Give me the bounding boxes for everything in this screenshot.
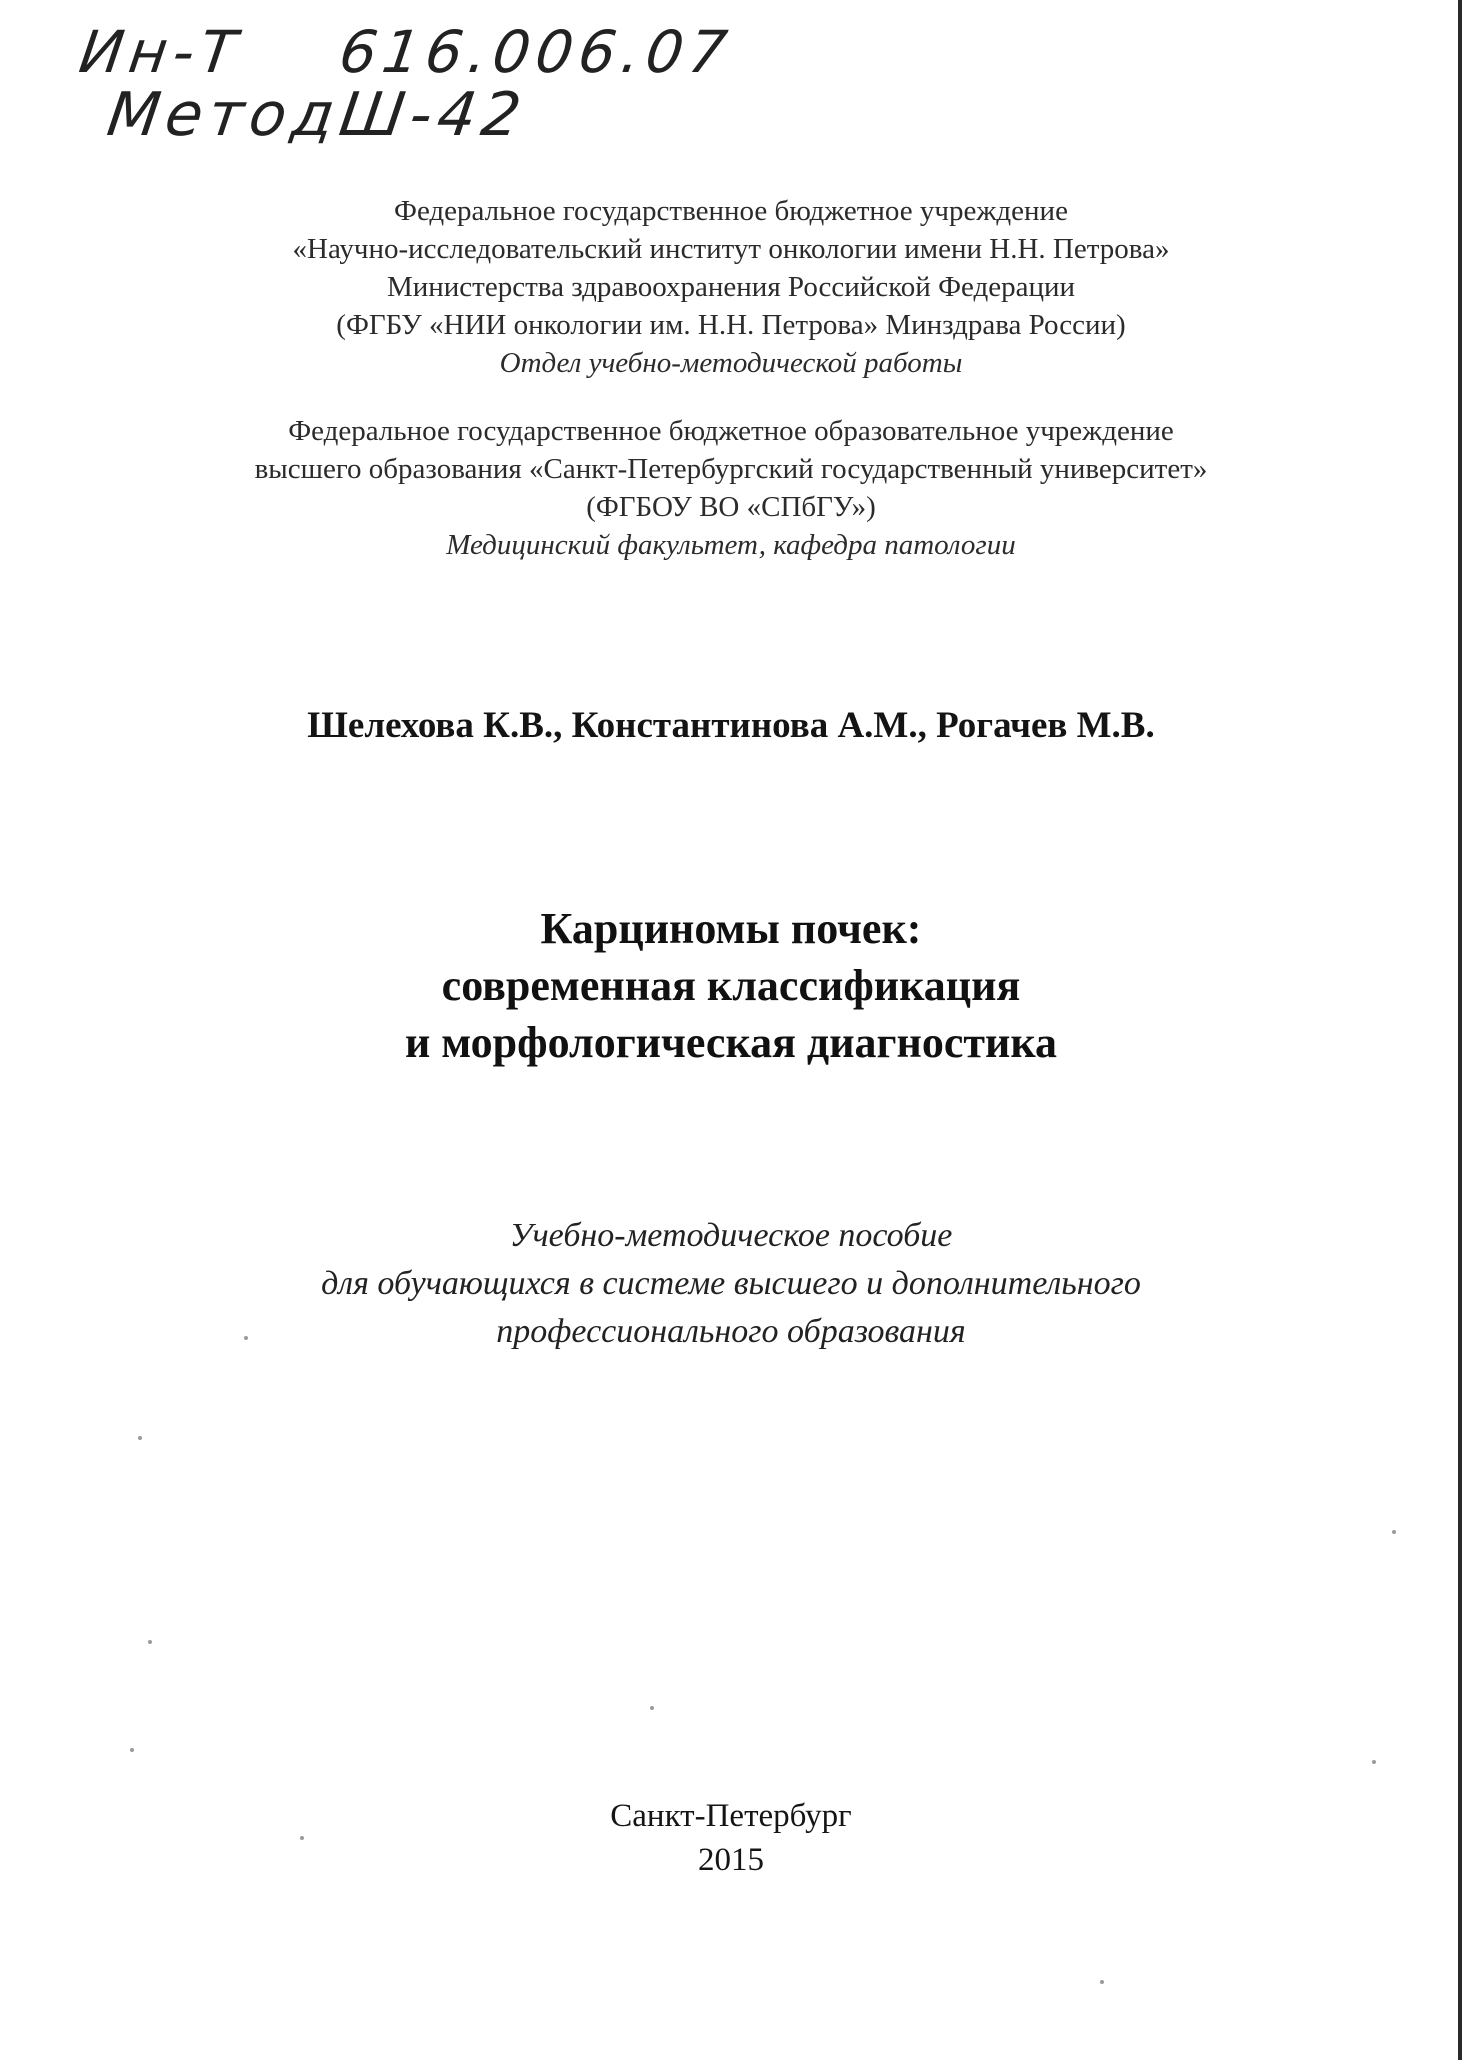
institution-line: (ФГБОУ ВО «СПбГУ») — [586, 491, 876, 523]
scan-speck — [244, 1336, 248, 1340]
scan-speck — [1392, 1530, 1396, 1534]
authors: Шелехова К.В., Константинова А.М., Рогачев М.В. — [307, 705, 1155, 746]
scan-speck — [300, 1836, 304, 1840]
scan-speck — [130, 1748, 134, 1752]
handwritten-note: Метод — [103, 80, 345, 150]
institution-block-2 — [0, 412, 1462, 564]
scan-speck — [138, 1436, 142, 1440]
subtitle-line: Учебно-методическое пособие — [509, 1217, 953, 1254]
handwritten-note: Ин-Т — [75, 18, 247, 86]
book-subtitle — [0, 1212, 1462, 1356]
subtitle-line: профессионального образования — [496, 1313, 966, 1350]
handwritten-note: 616.006.07 — [335, 18, 737, 86]
imprint-city: Санкт-Петербург — [610, 1798, 852, 1834]
title-line: и морфологическая диагностика — [404, 1018, 1058, 1067]
scan-speck — [1100, 1980, 1104, 1984]
title-line: Карциномы почек: — [540, 904, 922, 953]
department-line: Медицинский факультет, кафедра патологии — [446, 529, 1016, 561]
book-title — [0, 900, 1462, 1071]
institution-line: Федеральное государственное бюджетное образовательное учреждение — [288, 415, 1174, 447]
scan-speck — [1372, 1760, 1376, 1764]
institution-line: Федеральное государственное бюджетное учреждение — [394, 195, 1068, 227]
scan-speck — [650, 1706, 654, 1710]
title-line: современная классификация — [441, 961, 1021, 1010]
department-line: Отдел учебно-методической работы — [499, 347, 963, 379]
institution-line: (ФГБУ «НИИ онкологии им. Н.Н. Петрова» Минздрава России) — [336, 309, 1126, 341]
institution-line: «Научно-исследовательский институт онкологии имени Н.Н. Петрова» — [292, 233, 1170, 265]
imprint — [0, 1794, 1462, 1882]
handwritten-note: Ш-42 — [335, 80, 532, 150]
scan-speck — [148, 1640, 152, 1644]
subtitle-line: для обучающихся в системе высшего и дополнительного — [321, 1265, 1141, 1302]
institution-line: высшего образования «Санкт-Петербургский государственный университет» — [254, 453, 1208, 485]
imprint-year: 2015 — [698, 1842, 764, 1878]
institution-line: Министерства здравоохранения Российской Федерации — [386, 271, 1076, 303]
institution-block-1 — [0, 192, 1462, 382]
